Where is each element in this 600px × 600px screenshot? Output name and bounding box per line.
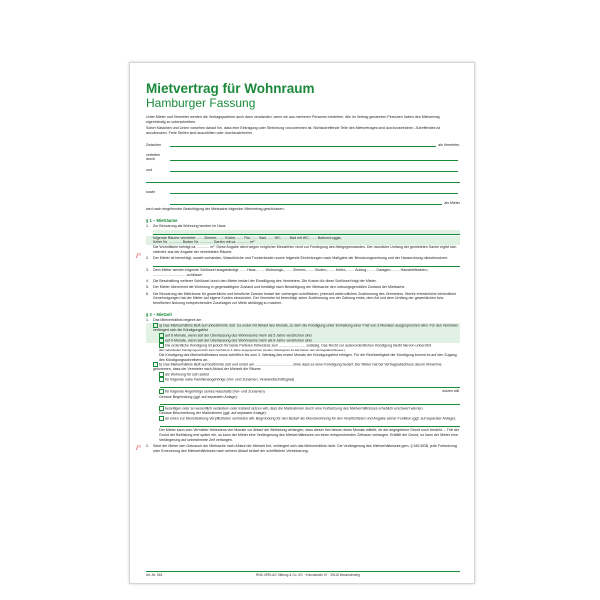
- input-line[interactable]: [170, 167, 458, 172]
- input-line[interactable]: [170, 156, 458, 161]
- option-suffix: nutzen will.: [442, 389, 460, 394]
- field-label: Zwischen: [146, 142, 162, 147]
- clause-item: [146, 268, 460, 277]
- input-line[interactable]: [170, 200, 442, 205]
- section-heading: § 1 – Mieträume: [146, 217, 178, 223]
- clause-note: (Ein individueller Kündigungsverzicht kann höchstens 4 Jahre ausgesprochen werden, Mietbeginnt ist das Datum des Vertragsabschlusses.): [159, 348, 346, 353]
- clause-item: [146, 224, 460, 229]
- clause-item: [146, 444, 460, 453]
- option-text: auf 9 Monate, wenn seit der Überlassung des Wohnraums mehr als 8 Jahre verstrichen sind.: [165, 338, 313, 343]
- input-line[interactable]: [160, 422, 460, 427]
- field-label: vertreten durch: [146, 152, 161, 161]
- clause-item: [146, 292, 460, 306]
- input-line[interactable]: [153, 230, 460, 235]
- clause-text: Genaue Begründung (ggf. auf separaten Anlage):: [159, 394, 238, 399]
- annotation-marker: i°: [136, 252, 141, 260]
- field-label: sowie: [146, 189, 156, 194]
- clause-text: Der Mieter übernimmt die Wohnung in gegenwärtigem Zustand und bestätigt nach Besichtigung der Mietsache den ordnungsgemäßen Zustand der Mietsache.: [153, 285, 406, 290]
- section-heading: § 2 – Mietzeit: [146, 311, 172, 317]
- parties-closing: wird nach eingehender Besichtigung der Mietsache folgender Mietvertrag geschlossen:: [146, 206, 285, 211]
- clause-text: Der Mieter kann vom Vermieter frühestens vier Monate vor Ablauf der Befristung verlangen, dass dieser ihm binnen eines Monats mitteilt, ob der angegebene Grund noch besteht. – Tritt der Grund der Befristung erst später ein, so kann der Mieter eine Verlängerung des Mietverhältnisses um einen entsprechenden Zeitraum verlangen. Entfällt der Grund, so kann der Mieter eine Verlängerung auf unbestimmte Zeit verlangen.: [159, 428, 460, 442]
- clause-text: Genaue Beschreibung der Maßnahmen (ggf. auf separater Anlage):: [159, 411, 267, 416]
- input-line[interactable]: [160, 383, 460, 388]
- clause-option: [146, 416, 460, 421]
- option-text: als Wohnung für sich selbst: [165, 372, 209, 377]
- clause-text: Dem Mieter werden folgende Schlüssel ausgehändigt: ...... Haus-, ...... Wohnungs-, ...... Zimmer-, ...... Boden-, ...... Keller-, ...... Aufzug-, ...... Garagen-, ...... Hausbriefkasten-, ................................ -schlüssel: [153, 268, 429, 277]
- checkbox[interactable]: [159, 389, 164, 394]
- clause-text: Die Beschaffung weiterer Schlüssel durch den Mieter bedarf der Einwilligung des Vermieters. Die Kosten für diese Schlüssel trägt der Mieter.: [153, 279, 377, 284]
- clause-text: Zur Benutzung als Wohnung werden im Haus: [153, 224, 226, 229]
- input-line[interactable]: [170, 142, 436, 147]
- annotation-marker: i°: [136, 444, 141, 452]
- option-text: für folgende Angehörige seines Haushalts (Vor- und Zunamen): [165, 389, 265, 394]
- document-subtitle: Hamburger Fassung: [146, 96, 256, 110]
- clause-number: 5.: [146, 285, 149, 290]
- clause-text: Der Mieter ist berechtigt, soweit vorhanden, Waschküche und Trockenboden sowie folgende Einrichtungen nach Maßgabe der Benutzungsordnung und der Hausordnung mitzubenutzen:: [153, 256, 448, 261]
- clause-text: Das Mietverhältnis beginnt am: [153, 318, 202, 323]
- clause-number: 3.: [146, 268, 149, 273]
- page-footer: [146, 571, 460, 577]
- intro-paragraph: Unter Mieter und Vermieter werden die Vertragsparteien auch dann verstanden, wenn sie aus mehreren Personen bestehen. Alle im Vertrag genannten Personen haben den Mietvertrag eigenhändig zu unterschreiben.: [146, 115, 440, 124]
- tenant-suffix-field[interactable]: [146, 200, 460, 205]
- field-suffix: als Mieter: [444, 200, 460, 205]
- publisher-info: RNK-VERLAG Stiftung & Co. KG · Kreuzstraße 67 · 39118 Braunschweig: [256, 573, 360, 577]
- clause-number: 1.: [146, 318, 149, 323]
- clause-text: Keller Nr. ............. Boden Nr. ............. Garten mit ca. ............ m²: [146, 240, 460, 245]
- clause-text: Setzt der Mieter den Gebrauch der Mietsache nach Ablauf der Mietzeit fort, verlängert sich das Mietverhältnis nicht. Die Verlängerung des Mietverhältnisses gem. § 545 BGB, jede Fortsetzung oder Erneuerung des Mietverhältnisses nach seinem Ablauf bedarf der schriftlichen Vereinbarung.: [153, 443, 457, 453]
- clause-option: [146, 323, 460, 333]
- document-page: [129, 62, 475, 584]
- clause-text: folgende Räume vermietet: ...... Zimmer, ...... Küche, ...... Flur, ...... Bad, ...... WC, ...... Bad mit WC, ...... Balkon/Loggia,: [146, 236, 460, 241]
- document-content: [146, 81, 460, 453]
- clause-number: 6.: [146, 291, 149, 296]
- clause-option: [146, 362, 460, 372]
- clause-text: Die Wohnfläche beträgt ca. ............ m². Diese Angabe dient wegen möglicher Messfehler nicht zur Festlegung des Mietgegenstandes. Der räumliche Umfang der gemieteten Sache ergibt sich vielmehr aus der Angabe der vermieteten Räume.: [153, 245, 457, 254]
- article-number: Art.-Nr. 518: [146, 573, 163, 577]
- checkbox[interactable]: [159, 377, 164, 382]
- tenant-field[interactable]: [146, 167, 460, 172]
- clause-number: 4.: [146, 279, 149, 284]
- clause-number: 1.: [146, 224, 149, 229]
- co-tenant-field[interactable]: [146, 189, 460, 194]
- clause-item: [146, 285, 460, 290]
- clause-item: [146, 256, 460, 261]
- clause-number: 2.: [146, 443, 149, 448]
- option-text: für folgende nahe Familienangehörige (Vor- und Zunamen, Verwandtschaftsgrad): [165, 377, 295, 382]
- option-text: Die ordentliche Kündigung ist jedoch für beide Parteien frühestens zum .......................... zulässig. Das Recht zur außerordentlichen Kündigung bleibt hiervon unberührt.: [165, 343, 432, 348]
- clause-option: [146, 377, 460, 382]
- document-title: Mietvertrag für Wohnraum: [146, 81, 315, 96]
- field-label: und: [146, 167, 152, 172]
- input-line[interactable]: [153, 262, 460, 267]
- input-line[interactable]: [170, 189, 458, 194]
- representative-field[interactable]: [146, 153, 460, 161]
- option-text: auf 6 Monate, wenn seit der Überlassung des Wohnraums mehr als 5 Jahre verstrichen sind: [165, 333, 312, 338]
- clause-item: [146, 279, 460, 284]
- option-text: a) Das Mietverhältnis läuft auf unbestimmte Zeit. Es endet mit Ablauf des Monats, zu dem die Kündigung unter Einhaltung einer Frist von 3 Monaten ausgesprochen wird. Für den Vermieter verlängert sich die Kündigungsfrist: [153, 323, 459, 333]
- checkbox[interactable]: [159, 416, 164, 421]
- landlord-field[interactable]: [146, 142, 460, 147]
- clause-number: 2.: [146, 256, 149, 261]
- field-suffix: als Vermieter,: [438, 142, 460, 147]
- clause-text: Die Benutzung der Mieträume für gewerbliche und berufliche Zwecke bedarf der vorherigen schriftlichen, jederzeit widerruflichen Zustimmung des Vermieters. Hierfür erforderliche behördliche Genehmigungen hat der Mieter auf eigene Kosten einzuholen. Der Vermieter ist berechtigt, seine Zustimmung von der Zahlung eines, dem Art und dem Umfang der gewerblichen bzw. beruflichen Nutzung entsprechenden Zuschlages zur Miete abhängig zu machen.: [153, 291, 457, 305]
- intro-paragraph: Sofort Kästchen und Linien vorsehen darauf hin, dass eine Eintragung oder Streichung vorzunehmen ist. Nichtzutreffende Teile des Mietvertrages sind durchzustreichen. Zutreffendes ist anzukreuzen. Freie Stellen sind auszufüllen oder durchzustreichen.: [146, 126, 441, 136]
- option-text: b) Das Mietverhältnis läuft auf bestimmte Zeit und endet am ..................................... ohne dass es einer Kündigung bedarf. Der Mieter hat bei Vertragsabschluss darum hinnehme gekommen, dass der Vermieter nach Ablauf der Mietzeit die Räume: [153, 362, 442, 372]
- input-line[interactable]: [146, 178, 460, 183]
- input-line[interactable]: [160, 400, 460, 405]
- option-text: beseitigen oder so wesentlich verändern oder instand setzen will, dass die Maßnahmen durch eine Fortsetzung des Mietverhältnisses erheblich erschwert würden.: [165, 406, 424, 411]
- clause-text: Die Kündigung des Mietverhältnisses muss schriftlich bis zum 3. Werktag des ersten Monats der Kündigungsfrist erfolgen. Für die Rechtzeitigkeit der Kündigung kommt es auf den Zugang des Kündigungsschreibens an.: [159, 352, 457, 362]
- option-text: an einen zur Dienstleistung Verpflichteten vermieten will. Begründung für den Bedarf als Dienstwohnung für den Verpflichteten und Angabe seiner Funktion (ggf. auf separater Anlage):: [165, 416, 456, 421]
